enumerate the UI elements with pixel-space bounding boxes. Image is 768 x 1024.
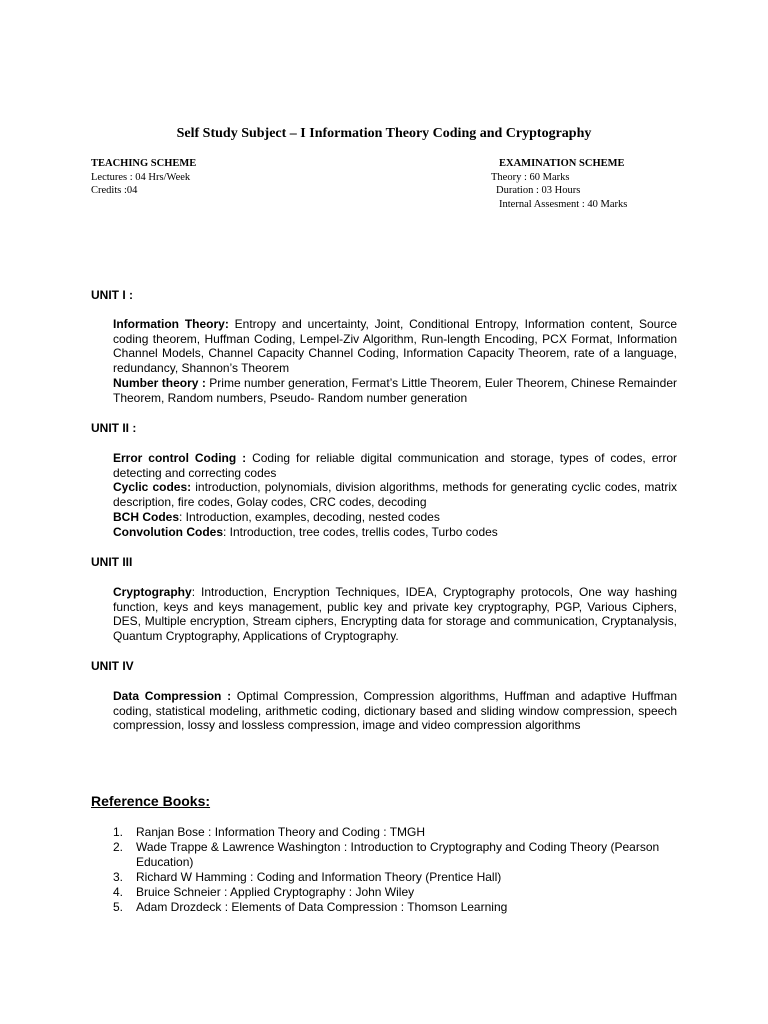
topic-label: Error control Coding :: [113, 451, 247, 465]
reference-text: Adam Drozdeck : Elements of Data Compression : Thomson Learning: [136, 900, 508, 914]
topic-text: Prime number generation, Fermat’s Little Theorem, Euler Theorem, Chinese Remainder Theorem, Random numbers, Pseudo- Random number generation: [113, 375, 678, 405]
lectures-text: Lectures : 04 Hrs/Week: [91, 171, 191, 183]
examination-scheme-heading: EXAMINATION SCHEME: [499, 158, 625, 169]
reference-number: 5.: [113, 900, 124, 914]
unit-3-topic: [113, 585, 677, 644]
topic-text: : Introduction, tree codes, trellis codes, Turbo codes: [223, 524, 498, 539]
unit-4-content: [113, 689, 677, 733]
unit-3-heading: UNIT III: [91, 555, 133, 569]
reference-list: [113, 825, 673, 915]
topic-label: Number theory :: [113, 375, 206, 390]
reference-item: [113, 840, 673, 870]
reference-text: Ranjan Bose : Information Theory and Coding : TMGH: [136, 825, 426, 839]
topic-label: Data Compression :: [113, 689, 232, 703]
topic-label: Cryptography: [113, 585, 192, 599]
examination-scheme: [476, 157, 656, 211]
reference-books-heading: Reference Books:: [91, 793, 211, 809]
reference-item: [113, 825, 673, 840]
teaching-scheme-heading: TEACHING SCHEME: [91, 158, 197, 169]
duration-text: Duration : 03 Hours: [496, 185, 581, 196]
theory-marks-text: Theory : 60 Marks: [491, 171, 570, 183]
unit-2-topic: [113, 451, 677, 480]
unit-2-topic: [113, 525, 677, 540]
topic-text: Optimal Compression, Compression algorithms, Huffman and adaptive Huffman coding, statistical modeling, arithmetic coding, dictionary based and sliding window compression, speech compression, lossy and lossless compression, image and video compression algorithms: [113, 689, 677, 733]
topic-text: : Introduction, examples, decoding, nested codes: [179, 509, 440, 524]
topic-text: : Introduction, Encryption Techniques, IDEA, Cryptography protocols, One way hashing function, keys and keys management, public key and private key cryptography, PGP, Various Ciphers, DES, Multiple encryption, Stream ciphers, Encrypting data for storage and communication, Cryptanalysis, Quantum Cryptography, Applications of Cryptography.: [113, 585, 677, 644]
page-title: Self Study Subject – I Information Theory Coding and Cryptography: [176, 126, 592, 141]
topic-text: Coding for reliable digital communication and storage, types of codes, error detecting and correcting codes: [113, 451, 677, 480]
unit-4-heading: UNIT IV: [91, 659, 134, 673]
reference-number: 3.: [113, 870, 124, 884]
unit-1-topic: [113, 376, 677, 405]
unit-1-content: [113, 317, 677, 405]
credits-text: Credits :04: [91, 185, 138, 196]
teaching-scheme: [91, 157, 196, 198]
reference-text: Bruice Schneier : Applied Cryptography : John Wiley: [136, 885, 415, 899]
unit-3-content: [113, 585, 677, 644]
unit-2-content: [113, 451, 677, 539]
reference-text: Richard W Hamming : Coding and Information Theory (Prentice Hall): [136, 870, 502, 884]
topic-label: Cyclic codes:: [113, 480, 192, 495]
reference-item: [113, 870, 673, 885]
topic-text: Entropy and uncertainty, Joint, Conditional Entropy, Information content, Source coding theorem, Huffman Coding, Lempel-Ziv Algorithm, Run-length Encoding, PCX Format, Information Channel Models, Channel Capacity Channel Coding, Information Capacity Theorem, rate of a language, redundancy, Shannon’s Theorem: [113, 317, 677, 376]
unit-2-topic: [113, 480, 677, 509]
unit-1-topic: [113, 317, 677, 376]
reference-number: 4.: [113, 885, 124, 899]
unit-1-heading: UNIT I :: [91, 288, 133, 302]
unit-2-heading: UNIT II :: [91, 421, 137, 435]
topic-text: introduction, polynomials, division algorithms, methods for generating cyclic codes, matrix description, fire codes, Golay codes, CRC codes, decoding: [113, 480, 677, 510]
reference-item: [113, 900, 673, 915]
internal-assessment-text: Internal Assesment : 40 Marks: [499, 198, 628, 210]
topic-label: BCH Codes: [113, 509, 180, 524]
topic-label: Convolution Codes: [113, 524, 223, 539]
reference-item: [113, 885, 673, 900]
unit-4-topic: [113, 689, 677, 733]
topic-label: Information Theory:: [113, 317, 229, 331]
reference-number: 1.: [113, 825, 124, 839]
unit-2-topic: [113, 510, 677, 525]
reference-text: Wade Trappe & Lawrence Washington : Introduction to Cryptography and Coding Theory (Pearson Education): [136, 840, 660, 869]
reference-number: 2.: [113, 840, 124, 854]
